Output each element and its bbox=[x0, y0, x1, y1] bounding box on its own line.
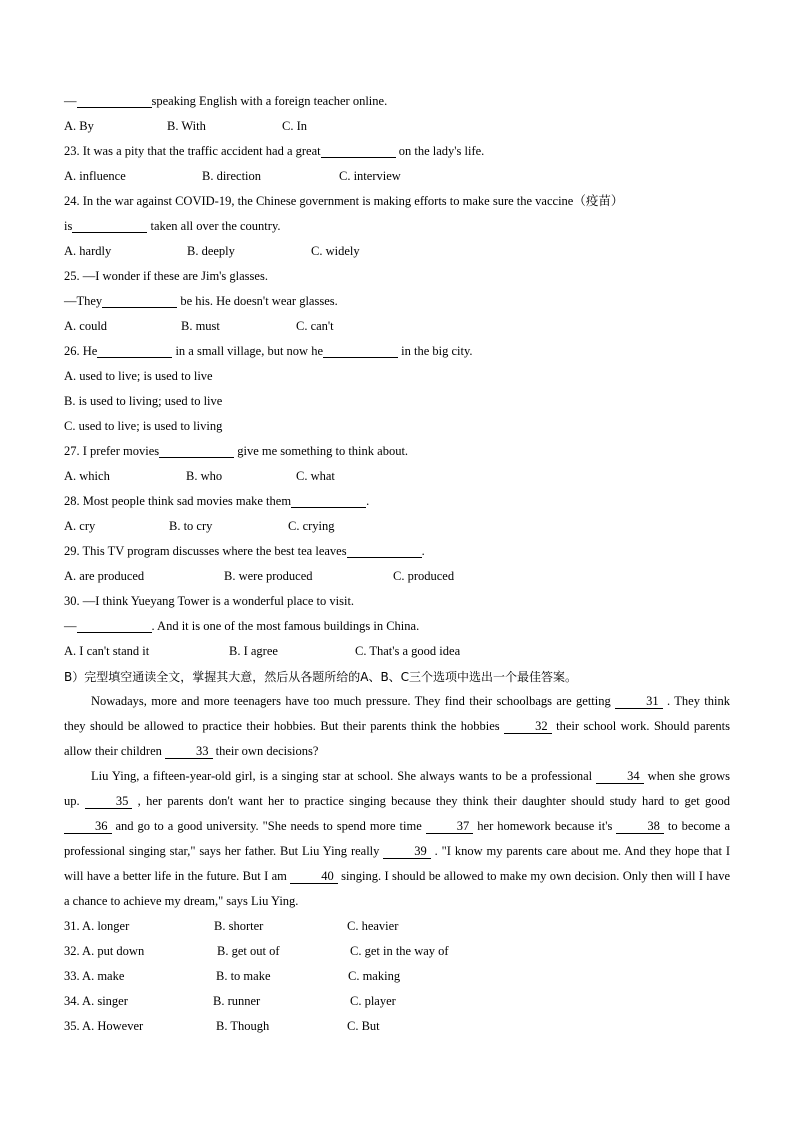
question-text: 27. I prefer movies bbox=[64, 444, 160, 458]
passage-text: to become a professional singing star," says her father. But Liu Ying really bbox=[64, 819, 730, 858]
option-b[interactable]: B. I agree bbox=[229, 644, 278, 658]
option-a[interactable]: 32. A. put down bbox=[64, 944, 145, 958]
section-instructions: B）完型填空通读全文，掌握其大意，然后从各题所给的A、B、C三个选项中选出一个最佳答案。 bbox=[64, 670, 578, 684]
option-b[interactable]: B. who bbox=[186, 469, 223, 483]
option-a[interactable]: A. By bbox=[64, 119, 94, 133]
cloze-blank-32[interactable]: 32 bbox=[504, 719, 552, 734]
question-33-options bbox=[64, 964, 730, 989]
question-28-stem bbox=[64, 489, 730, 514]
option-c[interactable]: C. That's a good idea bbox=[355, 644, 461, 658]
cloze-blank-35[interactable]: 35 bbox=[85, 794, 133, 809]
option-b[interactable]: B. were produced bbox=[224, 569, 313, 583]
cloze-blank-37[interactable]: 37 bbox=[426, 819, 474, 834]
passage-text: her homework because it's bbox=[473, 819, 617, 833]
question-text: in the big city. bbox=[398, 344, 473, 358]
question-24-options bbox=[64, 239, 730, 264]
option-b[interactable]: B. to make bbox=[216, 969, 271, 983]
section-b-heading bbox=[64, 664, 730, 689]
question-text: . And it is one of the most famous buildings in China. bbox=[151, 619, 420, 633]
question-34-options bbox=[64, 989, 730, 1014]
dash: — bbox=[64, 619, 77, 633]
question-text: 26. He bbox=[64, 344, 98, 358]
option-a[interactable]: 31. A. longer bbox=[64, 919, 130, 933]
cloze-blank-36[interactable]: 36 bbox=[64, 819, 112, 834]
option-c[interactable]: C. player bbox=[350, 994, 396, 1008]
option-a[interactable]: 34. A. singer bbox=[64, 994, 128, 1008]
option-label: C. used to live; is used to living bbox=[64, 419, 223, 433]
option-a[interactable]: A. could bbox=[64, 319, 108, 333]
question-text: 30. —I think Yueyang Tower is a wonderful place to visit. bbox=[64, 594, 355, 608]
question-text: 25. —I wonder if these are Jim's glasses. bbox=[64, 269, 268, 283]
question-26-option-b[interactable] bbox=[64, 389, 730, 414]
question-text: give me something to think about. bbox=[234, 444, 409, 458]
passage-text: and go to a good university. "She needs to spend more time bbox=[111, 819, 426, 833]
answer-blank[interactable] bbox=[72, 218, 147, 233]
option-b[interactable]: B. Though bbox=[216, 1019, 270, 1033]
cloze-blank-33[interactable]: 33 bbox=[165, 744, 213, 759]
question-27-options bbox=[64, 464, 730, 489]
question-text: —They bbox=[64, 294, 103, 308]
answer-blank[interactable] bbox=[159, 443, 234, 458]
option-b[interactable]: B. must bbox=[181, 319, 220, 333]
option-b[interactable]: B. to cry bbox=[169, 519, 213, 533]
question-35-options bbox=[64, 1014, 730, 1039]
question-25-options bbox=[64, 314, 730, 339]
passage-text: . "I know my parents care about me. And they hope that I will have a better life in the future. But I am bbox=[64, 844, 731, 883]
option-c[interactable]: C. can't bbox=[296, 319, 334, 333]
option-c[interactable]: C. interview bbox=[339, 169, 401, 183]
question-text: is bbox=[64, 219, 73, 233]
question-22-stem bbox=[64, 89, 730, 114]
question-30-options bbox=[64, 639, 730, 664]
question-30-stem bbox=[64, 589, 730, 614]
answer-blank[interactable] bbox=[323, 343, 398, 358]
option-label: A. used to live; is used to live bbox=[64, 369, 213, 383]
cloze-paragraph-2 bbox=[64, 764, 730, 914]
option-a[interactable]: A. I can't stand it bbox=[64, 644, 150, 658]
question-text: speaking English with a foreign teacher online. bbox=[151, 94, 388, 108]
question-text: in a small village, but now he bbox=[172, 344, 323, 358]
question-text: . bbox=[366, 494, 370, 508]
option-a[interactable]: A. influence bbox=[64, 169, 126, 183]
question-25-stem-cont bbox=[64, 289, 730, 314]
option-c[interactable]: C. get in the way of bbox=[350, 944, 449, 958]
question-text: 24. In the war against COVID-19, the Chinese government is making efforts to make sure the vaccine（疫苗） bbox=[64, 194, 624, 208]
question-25-stem bbox=[64, 264, 730, 289]
question-24-stem-cont bbox=[64, 214, 730, 239]
option-c[interactable]: C. crying bbox=[288, 519, 335, 533]
question-30-stem-cont bbox=[64, 614, 730, 639]
option-a[interactable]: 35. A. However bbox=[64, 1019, 144, 1033]
option-a[interactable]: A. are produced bbox=[64, 569, 145, 583]
answer-blank[interactable] bbox=[321, 143, 396, 158]
option-b[interactable]: B. direction bbox=[202, 169, 262, 183]
passage-text: . They think they should be allowed to practice their hobbies. But their parents think the hobbies bbox=[64, 694, 730, 733]
option-c[interactable]: C. produced bbox=[393, 569, 455, 583]
option-c[interactable]: C. But bbox=[347, 1019, 380, 1033]
option-a[interactable]: A. cry bbox=[64, 519, 96, 533]
option-b[interactable]: B. shorter bbox=[214, 919, 264, 933]
cloze-blank-34[interactable]: 34 bbox=[596, 769, 644, 784]
answer-blank[interactable] bbox=[291, 493, 366, 508]
option-c[interactable]: C. In bbox=[282, 119, 307, 133]
question-26-stem bbox=[64, 339, 730, 364]
option-b[interactable]: B. runner bbox=[213, 994, 261, 1008]
question-text: 29. This TV program discusses where the best tea leaves bbox=[64, 544, 347, 558]
dash: — bbox=[64, 94, 77, 108]
option-b[interactable]: B. With bbox=[167, 119, 206, 133]
answer-blank[interactable] bbox=[77, 93, 152, 108]
cloze-blank-40[interactable]: 40 bbox=[290, 869, 338, 884]
option-a[interactable]: A. which bbox=[64, 469, 110, 483]
question-text: taken all over the country. bbox=[147, 219, 281, 233]
question-text: . bbox=[421, 544, 425, 558]
answer-blank[interactable] bbox=[97, 343, 172, 358]
question-23-options bbox=[64, 164, 730, 189]
question-26-option-a[interactable] bbox=[64, 364, 730, 389]
cloze-blank-31[interactable]: 31 bbox=[615, 694, 663, 709]
answer-blank[interactable] bbox=[347, 543, 422, 558]
option-a[interactable]: 33. A. make bbox=[64, 969, 125, 983]
passage-text: Nowadays, more and more teenagers have too much pressure. They find their schoolbags are getting bbox=[91, 694, 616, 708]
question-22-options bbox=[64, 114, 730, 139]
question-29-stem bbox=[64, 539, 730, 564]
question-32-options bbox=[64, 939, 730, 964]
question-text: on the lady's life. bbox=[395, 144, 485, 158]
option-b[interactable]: B. deeply bbox=[187, 244, 235, 258]
option-a[interactable]: A. hardly bbox=[64, 244, 112, 258]
option-label: B. is used to living; used to live bbox=[64, 394, 223, 408]
option-b[interactable]: B. get out of bbox=[217, 944, 280, 958]
option-c[interactable]: C. heavier bbox=[347, 919, 399, 933]
option-c[interactable]: C. making bbox=[348, 969, 401, 983]
passage-text: , her parents don't want her to practice singing because they think their daughter should study hard to get good bbox=[132, 794, 730, 808]
passage-text: their school work. Should parents allow their children bbox=[64, 719, 730, 758]
cloze-paragraph-1 bbox=[64, 689, 730, 764]
question-text: be his. He doesn't wear glasses. bbox=[177, 294, 338, 308]
question-27-stem bbox=[64, 439, 730, 464]
cloze-blank-38[interactable]: 38 bbox=[616, 819, 664, 834]
exam-page bbox=[64, 89, 730, 1039]
question-29-options bbox=[64, 564, 730, 589]
passage-text: their own decisions? bbox=[212, 744, 319, 758]
question-24-stem bbox=[64, 189, 730, 214]
question-23-stem bbox=[64, 139, 730, 164]
passage-text: Liu Ying, a fifteen-year-old girl, is a singing star at school. She always wants to be a professional bbox=[91, 769, 597, 783]
question-31-options bbox=[64, 914, 730, 939]
passage-text: singing. I should be allowed to make my own decision. Only then will I have a chance to achieve my dream," says Liu Ying. bbox=[64, 869, 730, 908]
option-c[interactable]: C. widely bbox=[311, 244, 360, 258]
question-28-options bbox=[64, 514, 730, 539]
question-text: 28. Most people think sad movies make them bbox=[64, 494, 292, 508]
question-text: 23. It was a pity that the traffic accident had a great bbox=[64, 144, 321, 158]
answer-blank[interactable] bbox=[102, 293, 177, 308]
cloze-blank-39[interactable]: 39 bbox=[383, 844, 431, 859]
answer-blank[interactable] bbox=[77, 618, 152, 633]
passage-text: when she grows up. bbox=[64, 769, 730, 808]
option-c[interactable]: C. what bbox=[296, 469, 335, 483]
question-26-option-c[interactable] bbox=[64, 414, 730, 439]
